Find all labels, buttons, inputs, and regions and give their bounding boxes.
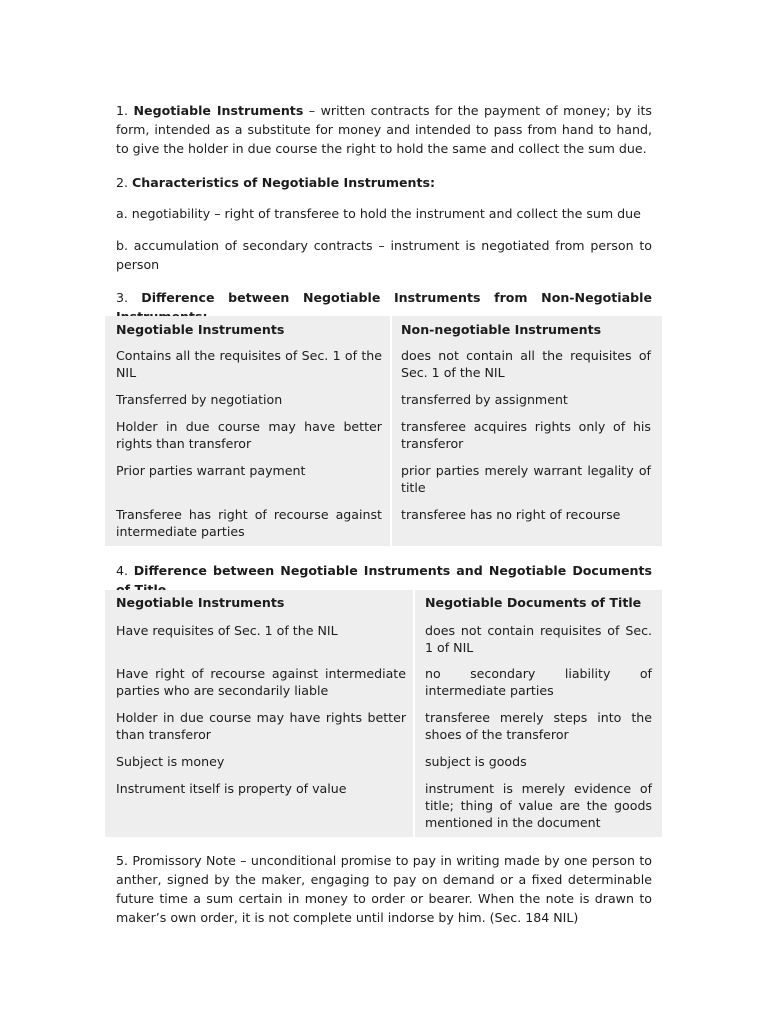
table-negotiable-vs-documents-of-title <box>105 590 662 837</box>
table-cell: does not contain requisites of Sec. 1 of NIL <box>425 623 652 655</box>
table-cell: Prior parties warrant payment <box>116 463 306 478</box>
table-negotiable-vs-non-negotiable <box>105 316 662 546</box>
table-cell: Transferee has right of recourse against intermediate parties <box>116 507 382 539</box>
section-1-paragraph <box>116 101 652 158</box>
table-cell: no secondary liability of intermediate parties <box>425 666 652 698</box>
table-cell: transferee merely steps into the shoes of the transferor <box>425 710 652 742</box>
table-cell: Instrument itself is property of value <box>116 781 347 796</box>
table-cell: Transferred by negotiation <box>116 392 283 407</box>
table-cell: Have requisites of Sec. 1 of the NIL <box>116 623 338 638</box>
table-cell: transferee has no right of recourse <box>401 507 621 522</box>
table-column-divider <box>413 590 415 837</box>
table-cell: subject is goods <box>425 754 527 769</box>
section-4-heading: Difference between Negotiable Instruments and Negotiable Documents <box>133 563 652 578</box>
table-header-cell: Negotiable Instruments <box>116 322 285 337</box>
section-1-definition: – written contracts for the payment of money; by its form, intended as a substitute for money and intended to pass from hand to hand, to give the holder in due course the right to hold the same and collect the sum due. <box>116 103 652 156</box>
section-3-heading: Difference between Negotiable Instruments from Non-Negotiable <box>141 290 652 305</box>
table-cell: Contains all the requisites of Sec. 1 of the NIL <box>116 348 382 380</box>
table-cell: does not contain all the requisites of Sec. 1 of the NIL <box>401 348 651 380</box>
section-2-heading: Characteristics of Negotiable Instruments: <box>132 175 436 190</box>
table-cell: transferee acquires rights only of his transferor <box>401 419 651 451</box>
section-3-number: 3. <box>116 290 129 305</box>
section-2-number: 2. <box>116 175 129 190</box>
section-1-term: Negotiable Instruments <box>133 103 304 118</box>
table-cell: instrument is merely evidence of title; thing of value are the goods mentioned in the document <box>425 781 652 830</box>
section-2-item-a: a. negotiability – right of transferee to hold the instrument and collect the sum due <box>116 206 641 221</box>
table-header-cell: Negotiable Instruments <box>116 595 285 610</box>
table-cell: Have right of recourse against intermediate parties who are secondarily liable <box>116 666 406 698</box>
table-cell: Subject is money <box>116 754 225 769</box>
section-2-heading-line <box>116 173 652 192</box>
table-cell: prior parties merely warrant legality of title <box>401 463 651 495</box>
section-5-paragraph: 5. Promissory Note – unconditional promise to pay in writing made by one person to anther, signed by the maker, engaging to pay on demand or a fixed determinable future time a sum certain in money to order or bearer. When the note is drawn to maker’s own order, it is not complete until indorse by him. (Sec. 184 NIL) <box>116 853 652 925</box>
table-column-divider <box>390 316 392 546</box>
table-header-cell: Non-negotiable Instruments <box>401 322 602 337</box>
table-cell: transferred by assignment <box>401 392 568 407</box>
section-1-number: 1. <box>116 103 129 118</box>
table-header-cell: Negotiable Documents of Title <box>425 595 642 610</box>
section-4-number: 4. <box>116 563 129 578</box>
table-cell: Holder in due course may have rights better than transferor <box>116 710 406 742</box>
table-cell: Holder in due course may have better rights than transferor <box>116 419 382 451</box>
section-2-item-b: b. accumulation of secondary contracts – instrument is negotiated from person to person <box>116 238 652 272</box>
